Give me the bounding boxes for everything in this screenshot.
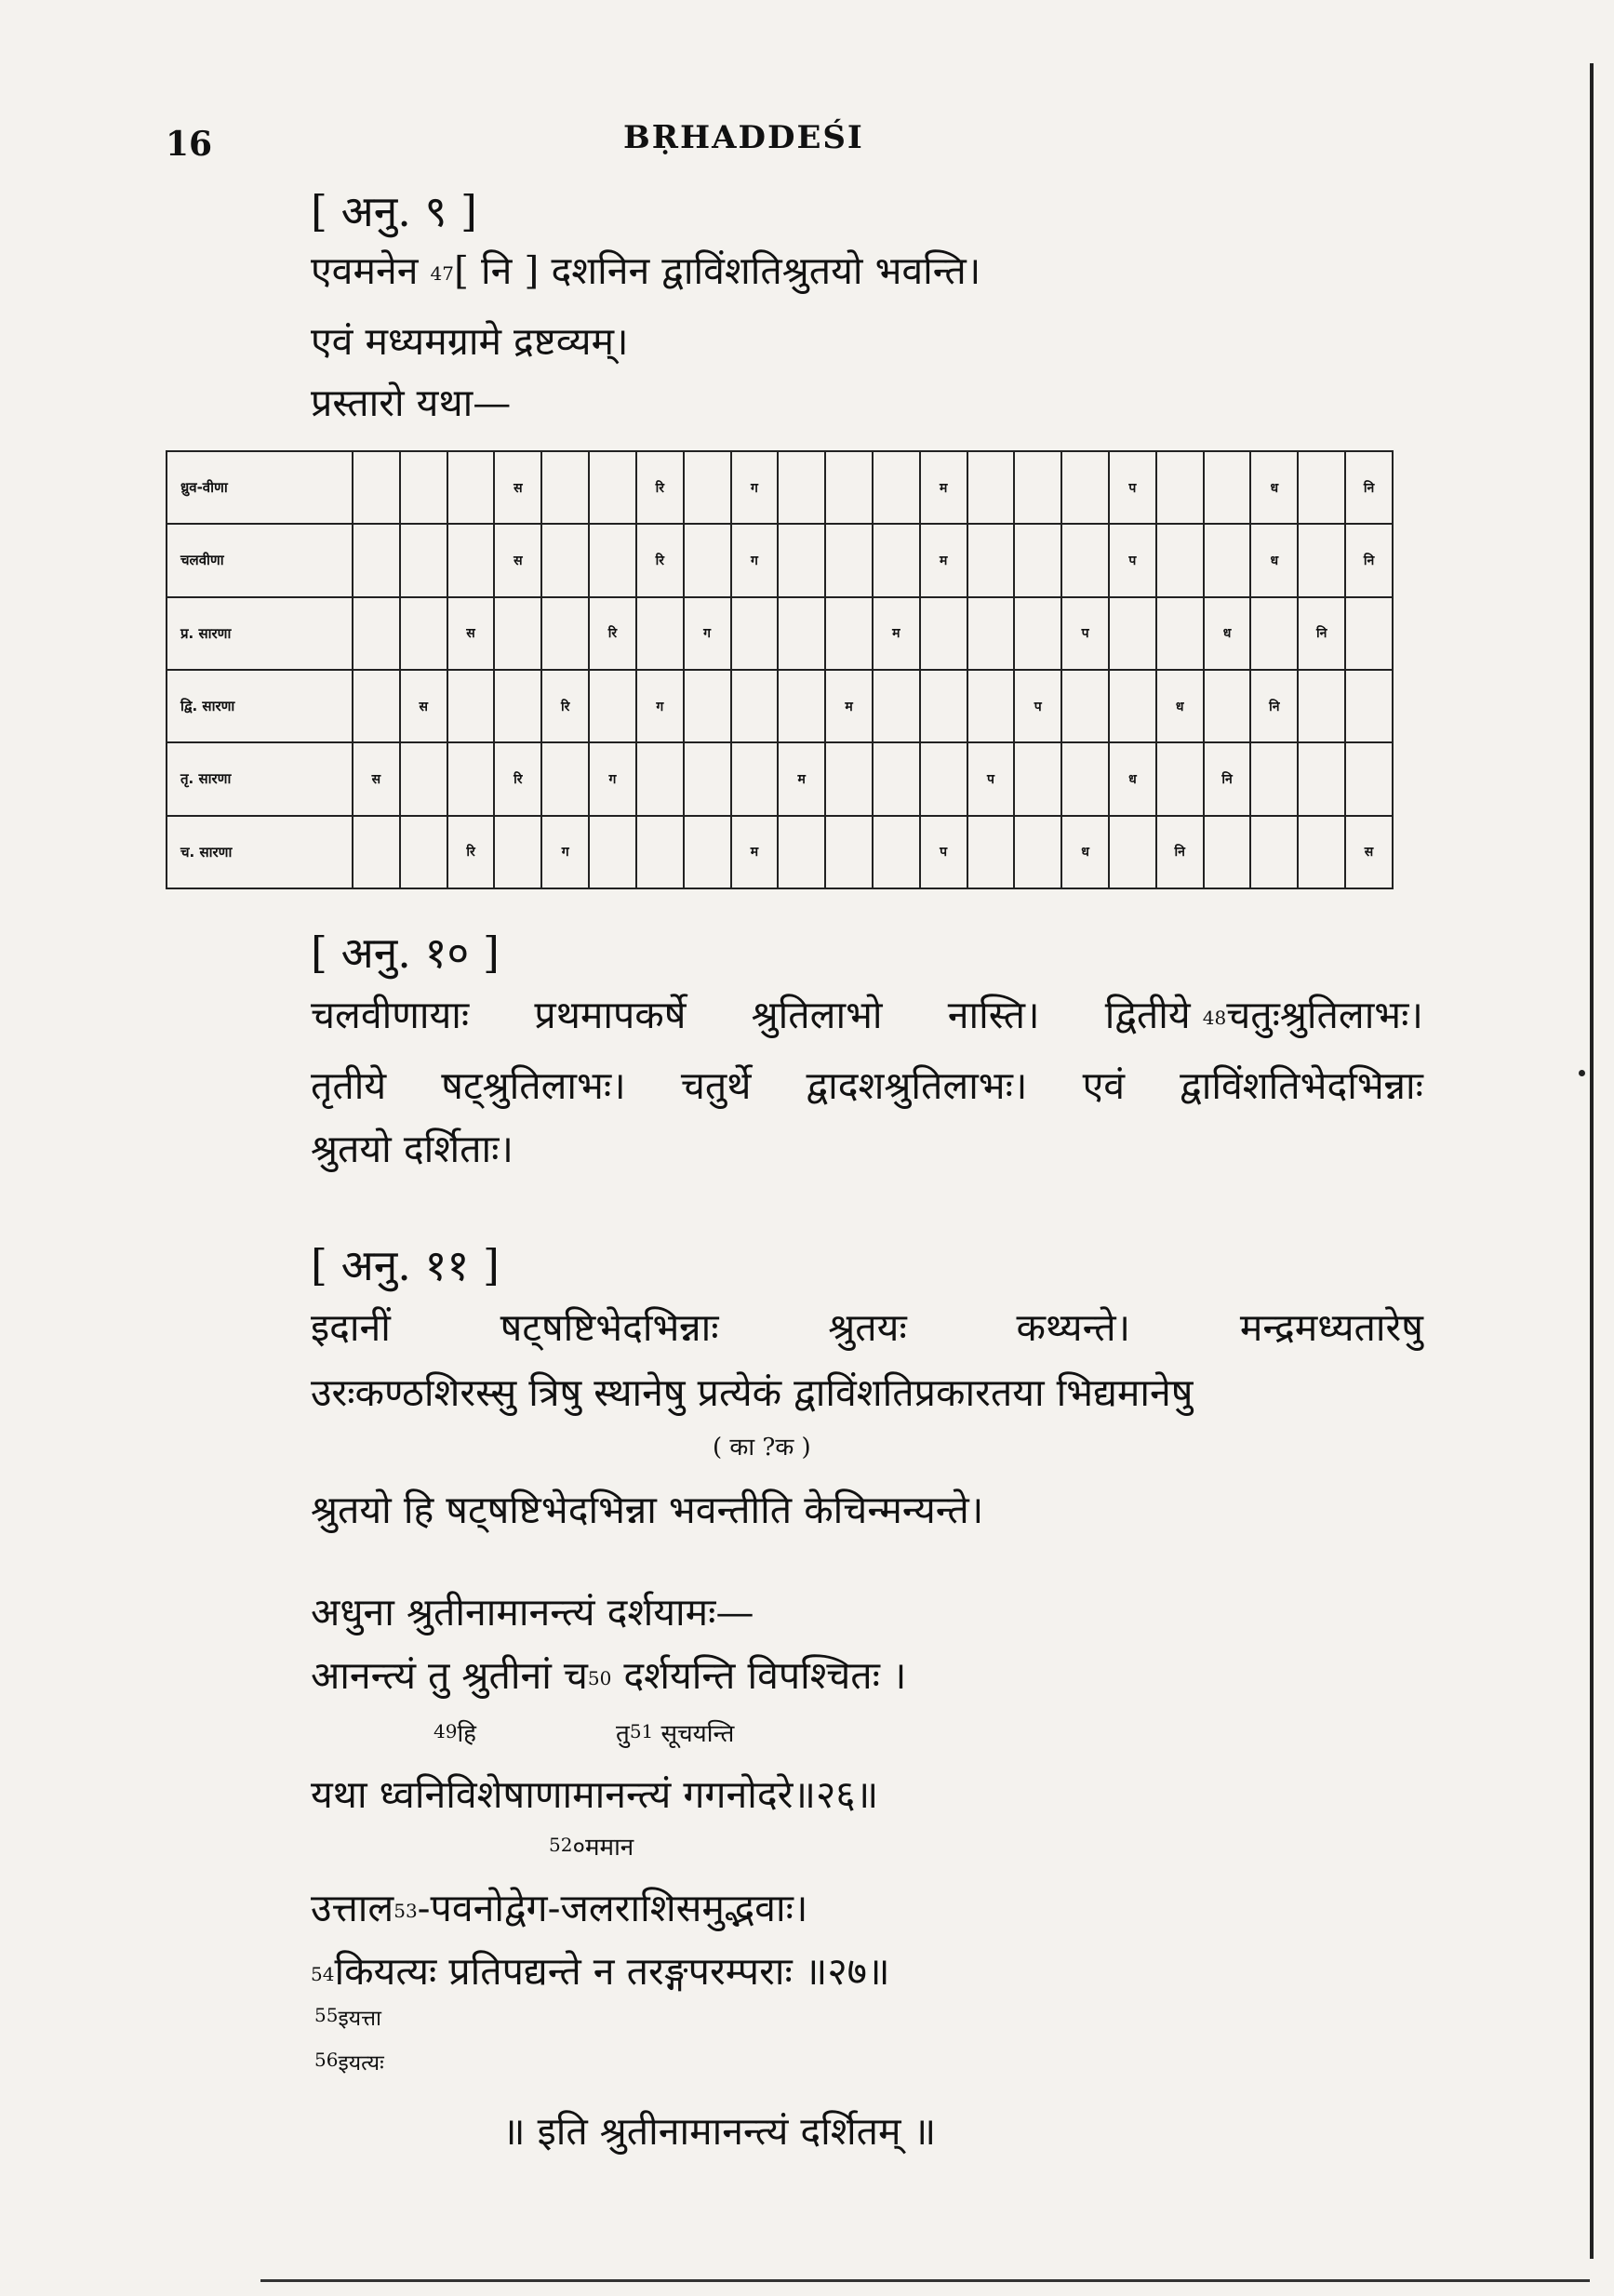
table-cell: स bbox=[1345, 816, 1393, 888]
table-cell: प bbox=[1014, 670, 1061, 742]
table-cell bbox=[778, 816, 825, 888]
table-cell bbox=[400, 597, 447, 670]
table-cell: रि bbox=[636, 524, 684, 596]
table-cell bbox=[400, 451, 447, 524]
table-cell: ग bbox=[684, 597, 731, 670]
table-cell bbox=[494, 670, 541, 742]
table-cell bbox=[1298, 816, 1345, 888]
table-cell bbox=[825, 451, 873, 524]
table-cell bbox=[541, 451, 589, 524]
table-cell bbox=[967, 670, 1015, 742]
table-cell bbox=[1156, 524, 1204, 596]
table-cell: ध bbox=[1061, 816, 1109, 888]
table-cell bbox=[353, 597, 400, 670]
table-cell bbox=[400, 816, 447, 888]
table-cell bbox=[1109, 597, 1156, 670]
table-cell: रि bbox=[541, 670, 589, 742]
table-cell bbox=[1061, 451, 1109, 524]
row-label: चलवीणा bbox=[167, 524, 353, 596]
section-9-line-1: एवमनेन $^{47}$[ नि ] दशनिन द्वाविंशतिश्रुतयो भवन्ति। bbox=[311, 248, 981, 293]
section-10-label: [ अनु. १० ] bbox=[311, 928, 500, 978]
table-cell: म bbox=[873, 597, 920, 670]
table-cell: ग bbox=[731, 524, 779, 596]
table-cell bbox=[1014, 597, 1061, 670]
table-cell bbox=[353, 451, 400, 524]
table-cell bbox=[541, 524, 589, 596]
table-cell bbox=[400, 524, 447, 596]
table-cell: म bbox=[920, 524, 967, 596]
table-cell: स bbox=[494, 451, 541, 524]
table-cell: प bbox=[1061, 597, 1109, 670]
table-cell bbox=[541, 597, 589, 670]
table-cell bbox=[967, 816, 1015, 888]
table-cell bbox=[353, 816, 400, 888]
table-cell bbox=[1250, 742, 1298, 815]
table-cell bbox=[825, 524, 873, 596]
footnote-52: $^{52}$०ममान bbox=[549, 1834, 634, 1862]
row-label: ध्रुव-वीणा bbox=[167, 451, 353, 524]
table-cell bbox=[778, 670, 825, 742]
bottom-rule bbox=[260, 2279, 1590, 2282]
table-cell bbox=[1345, 597, 1393, 670]
table-cell bbox=[1014, 816, 1061, 888]
table-cell bbox=[1109, 816, 1156, 888]
table-cell: स bbox=[400, 670, 447, 742]
table-cell bbox=[589, 670, 636, 742]
table-cell: म bbox=[778, 742, 825, 815]
section-10-line-2: तृतीये षट्श्रुतिलाभः। चतुर्थे द्वादशश्रुतिलाभः। एवं द्वाविंशतिभेदभिन्नाः bbox=[311, 1063, 1423, 1108]
table-cell bbox=[825, 597, 873, 670]
table-cell bbox=[1298, 524, 1345, 596]
table-cell bbox=[1156, 597, 1204, 670]
table-cell: प bbox=[920, 816, 967, 888]
table-cell: स bbox=[447, 597, 495, 670]
table-cell bbox=[778, 524, 825, 596]
row-label: प्र. सारणा bbox=[167, 597, 353, 670]
table-cell bbox=[920, 670, 967, 742]
table-row bbox=[167, 742, 1393, 815]
table-row bbox=[167, 670, 1393, 742]
row-label: च. सारणा bbox=[167, 816, 353, 888]
section-9-line-2: एवं मध्यमग्रामे द्रष्टव्यम्। bbox=[311, 319, 629, 364]
table-cell bbox=[825, 816, 873, 888]
verse-line-4: $^{54}$कियत्यः प्रतिपद्यन्ते न तरङ्गपरम्पराः ॥२७॥ bbox=[311, 1949, 890, 1994]
section-11-line-3: श्रुतयो हि षट्षष्टिभेदभिन्ना भवन्तीति केचिन्मन्यन्ते। bbox=[311, 1488, 984, 1532]
table-cell bbox=[1298, 742, 1345, 815]
table-cell bbox=[447, 742, 495, 815]
table-cell: नि bbox=[1156, 816, 1204, 888]
section-10-line-3: श्रुतयो दर्शिताः। bbox=[311, 1127, 514, 1171]
section-11-note: ( का ?क ) bbox=[713, 1434, 811, 1462]
table-cell: नि bbox=[1345, 524, 1393, 596]
table-cell bbox=[353, 524, 400, 596]
table-cell bbox=[684, 524, 731, 596]
table-cell: स bbox=[494, 524, 541, 596]
table-cell bbox=[636, 742, 684, 815]
table-cell bbox=[967, 451, 1015, 524]
table-cell bbox=[1298, 451, 1345, 524]
verse-line-1: आनन्त्यं तु श्रुतीनां च$^{50}$ दर्शयन्ति विपश्चितः । bbox=[311, 1653, 907, 1698]
table-cell: रि bbox=[494, 742, 541, 815]
table-row bbox=[167, 597, 1393, 670]
footnote-ref-54: 54 bbox=[311, 1963, 335, 1985]
table-cell: नि bbox=[1345, 451, 1393, 524]
table-cell bbox=[1204, 451, 1251, 524]
footnote-49: $^{49}$हि bbox=[434, 1720, 476, 1748]
table-cell: नि bbox=[1298, 597, 1345, 670]
section-9-label: [ अनु. ९ ] bbox=[311, 186, 477, 236]
section-11-line-1: इदानीं षट्षष्टिभेदभिन्नाः श्रुतयः कथ्यन्ते। मन्द्रमध्यतारेषु bbox=[311, 1305, 1423, 1350]
shruti-table bbox=[166, 450, 1394, 889]
table-cell bbox=[873, 670, 920, 742]
table-cell bbox=[1014, 742, 1061, 815]
table-cell: ग bbox=[541, 816, 589, 888]
table-cell bbox=[684, 816, 731, 888]
table-cell bbox=[920, 597, 967, 670]
table-cell bbox=[731, 597, 779, 670]
footnote-ref-53: 53 bbox=[393, 1900, 418, 1922]
table-cell: ध bbox=[1156, 670, 1204, 742]
table-cell bbox=[1298, 670, 1345, 742]
table-cell: रि bbox=[447, 816, 495, 888]
table-cell bbox=[731, 742, 779, 815]
table-cell: ध bbox=[1204, 597, 1251, 670]
table-cell: प bbox=[967, 742, 1015, 815]
table-cell bbox=[1250, 597, 1298, 670]
table-cell: ग bbox=[636, 670, 684, 742]
table-cell bbox=[1014, 451, 1061, 524]
table-cell: प bbox=[1109, 451, 1156, 524]
table-cell bbox=[636, 816, 684, 888]
table-cell bbox=[636, 597, 684, 670]
table-cell bbox=[447, 524, 495, 596]
footnote-51: तु$^{51}$ सूचयन्ति bbox=[616, 1720, 735, 1748]
table-cell bbox=[400, 742, 447, 815]
table-cell: ग bbox=[589, 742, 636, 815]
table-cell bbox=[447, 451, 495, 524]
table-cell bbox=[494, 816, 541, 888]
verse-intro: अधुना श्रुतीनामानन्त्यं दर्शयामः— bbox=[311, 1590, 754, 1635]
table-cell bbox=[825, 742, 873, 815]
row-label: तृ. सारणा bbox=[167, 742, 353, 815]
page-edge-rule bbox=[1590, 63, 1594, 2259]
table-cell bbox=[684, 451, 731, 524]
table-cell: ग bbox=[731, 451, 779, 524]
table-cell bbox=[778, 597, 825, 670]
table-cell bbox=[1204, 524, 1251, 596]
table-cell: नि bbox=[1204, 742, 1251, 815]
row-label: द्वि. सारणा bbox=[167, 670, 353, 742]
section-9-line-3: प्रस्तारो यथा— bbox=[311, 380, 512, 425]
footnote-55: $^{55}$इयत्ता bbox=[314, 2004, 381, 2031]
table-cell bbox=[1014, 524, 1061, 596]
table-cell bbox=[873, 451, 920, 524]
table-cell bbox=[1345, 670, 1393, 742]
table-cell bbox=[1061, 670, 1109, 742]
table-cell bbox=[1250, 816, 1298, 888]
table-cell bbox=[967, 597, 1015, 670]
table-row bbox=[167, 524, 1393, 596]
table-cell bbox=[778, 451, 825, 524]
table-cell bbox=[1061, 742, 1109, 815]
table-cell bbox=[541, 742, 589, 815]
table-cell bbox=[684, 670, 731, 742]
table-row bbox=[167, 816, 1393, 888]
table-cell bbox=[589, 524, 636, 596]
table-cell bbox=[494, 597, 541, 670]
table-cell bbox=[1156, 451, 1204, 524]
table-cell bbox=[589, 451, 636, 524]
table-cell: म bbox=[920, 451, 967, 524]
table-cell: ध bbox=[1250, 451, 1298, 524]
table-cell bbox=[873, 742, 920, 815]
table-cell bbox=[731, 670, 779, 742]
verse-line-2: यथा ध्वनिविशेषाणामानन्त्यं गगनोदरे॥२६॥ bbox=[311, 1772, 879, 1817]
table-cell bbox=[873, 816, 920, 888]
footnote-ref-48: 48 bbox=[1202, 1007, 1227, 1029]
table-cell: रि bbox=[636, 451, 684, 524]
table-row bbox=[167, 451, 1393, 524]
table-cell bbox=[1204, 816, 1251, 888]
table-cell bbox=[589, 816, 636, 888]
table-cell: रि bbox=[589, 597, 636, 670]
scan-speck bbox=[1579, 1070, 1585, 1076]
table-cell: म bbox=[731, 816, 779, 888]
verse-line-3: उत्ताल$^{53}$-पवनोद्वेग-जलराशिसमुद्भवाः। bbox=[311, 1886, 808, 1930]
page-number: 16 bbox=[166, 125, 213, 164]
table-cell bbox=[873, 524, 920, 596]
table-cell: ध bbox=[1250, 524, 1298, 596]
table-cell bbox=[1156, 742, 1204, 815]
table-cell bbox=[967, 524, 1015, 596]
table-cell bbox=[447, 670, 495, 742]
table-cell bbox=[1061, 524, 1109, 596]
section-10-line-1: चलवीणायाः प्रथमापकर्षे श्रुतिलाभो नास्ति। द्वितीये $^{48}$चतुःश्रुतिलाभः। bbox=[311, 993, 1423, 1037]
table-cell bbox=[1345, 742, 1393, 815]
table-cell bbox=[1109, 670, 1156, 742]
table-cell bbox=[353, 670, 400, 742]
section-11-label: [ अनु. ११ ] bbox=[311, 1240, 500, 1290]
table-cell: प bbox=[1109, 524, 1156, 596]
footnote-ref-47: 47 bbox=[430, 262, 454, 285]
closing-line: ॥ इति श्रुतीनामानन्त्यं दर्शितम् ॥ bbox=[502, 2109, 937, 2154]
table-cell: ध bbox=[1109, 742, 1156, 815]
footnote-56: $^{56}$इयत्यः bbox=[314, 2049, 384, 2076]
table-cell: म bbox=[825, 670, 873, 742]
table-cell bbox=[684, 742, 731, 815]
section-11-line-2: उरःकण्ठशिरस्सु त्रिषु स्थानेषु प्रत्येकं द्वाविंशतिप्रकारतया भिद्यमानेषु bbox=[311, 1370, 1194, 1415]
table-cell: स bbox=[353, 742, 400, 815]
running-title: BṚHADDEŚI bbox=[623, 119, 864, 156]
table-cell: नि bbox=[1250, 670, 1298, 742]
table-cell bbox=[1204, 670, 1251, 742]
footnote-ref-50: 50 bbox=[587, 1667, 612, 1689]
table-cell bbox=[920, 742, 967, 815]
